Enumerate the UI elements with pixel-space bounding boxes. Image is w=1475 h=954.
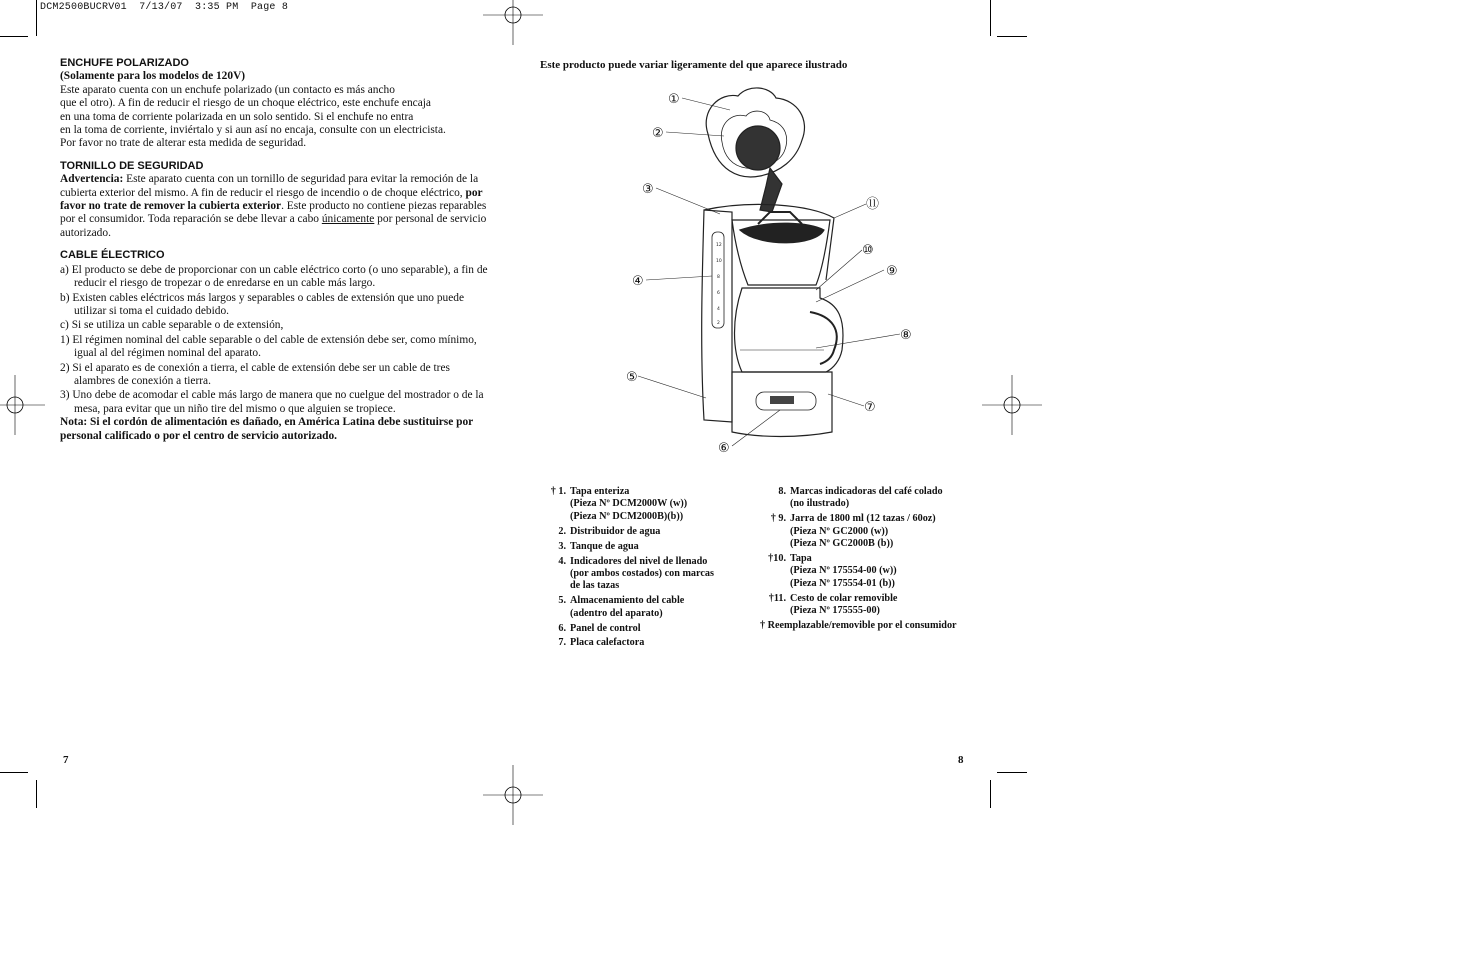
list-item: 7. Placa calefactora xyxy=(558,637,645,649)
list-item: 3) Uno debe de acomodar el cable más largo de manera que no cuelgue del mostrador o de la mesa, para evitar que un niño tire del mismo o que alguien se tropiece. xyxy=(60,389,484,415)
callout-11: ⑪ xyxy=(866,197,880,212)
list-item: 1) El régimen nominal del cable separable o del cable de extensión debe ser, como mínimo, igual al del régimen nominal del aparato. xyxy=(60,333,477,360)
coffee-maker-diagram xyxy=(620,80,920,460)
warning-label: Advertencia: xyxy=(60,173,124,186)
base-outline xyxy=(732,372,832,437)
list-item: c) Si se utiliza un cable separable o de extensión, xyxy=(60,319,284,332)
list-item: 8. Marcas indicadoras del café colado (no ilustrado) xyxy=(778,486,943,510)
list-item: † 1. Tapa enteriza (Pieza Nº DCM2000W (w)) (Pieza Nº DCM2000B)(b)) xyxy=(550,486,688,522)
section-power-cord xyxy=(60,249,492,443)
list-item: 3. Tanque de agua xyxy=(558,540,639,552)
callout-1: ① xyxy=(668,92,680,107)
body-line: en la toma de corriente, inviértalo y si aun así no encaja, consulte con un electricista. xyxy=(60,124,446,137)
list-item: 6. Panel de control xyxy=(558,622,641,634)
registration-mark-left xyxy=(0,375,45,435)
registration-mark-right xyxy=(982,375,1042,435)
section-title: ENCHUFE POLARIZADO xyxy=(60,57,189,69)
diagram-caption: Este producto puede variar ligeramente del que aparece ilustrado xyxy=(540,59,848,71)
callout-5: ⑤ xyxy=(626,370,638,385)
parts-list-left xyxy=(540,486,740,652)
left-page-text xyxy=(60,57,492,443)
body-text: . Este producto no contiene piezas reparables por el consumidor. Toda reparación se debe llevar a cabo xyxy=(60,200,487,226)
cup-mark: 8 xyxy=(717,275,720,280)
callout-7: ⑦ xyxy=(864,400,876,415)
registration-mark-bottom xyxy=(483,765,543,825)
body-bold: por favor no trate de remover la cubierta exterior xyxy=(60,186,483,213)
cup-mark: 4 xyxy=(717,307,720,312)
cup-mark: 12 xyxy=(716,243,722,248)
page-number-right: 8 xyxy=(958,754,964,766)
section-title: TORNILLO DE SEGURIDAD xyxy=(60,159,204,172)
body-line: en una toma de corriente polarizada en un solo sentido. Si el enchufe no entra xyxy=(60,110,414,123)
callout-10: ⑩ xyxy=(862,243,874,258)
cup-mark: 2 xyxy=(717,321,720,326)
list-item: †10. Tapa (Pieza Nº 175554-00 (w)) (Pieza Nº 175554-01 (b)) xyxy=(768,553,897,589)
replaceable-note: † Reemplazable/removible por el consumidor xyxy=(760,620,957,632)
body-text: por personal de servicio autorizado. xyxy=(60,213,487,239)
page-number-left: 7 xyxy=(63,754,69,766)
list-item: b) Existen cables eléctricos más largos y separables o cables de extensión que uno puede utilizar si toma el cuidado debido. xyxy=(60,291,465,317)
list-item: 4. Indicadores del nivel de llenado (por ambos costados) con marcas de las tazas xyxy=(558,555,714,592)
callout-8: ⑧ xyxy=(900,328,912,343)
control-display xyxy=(770,396,794,404)
body-line: Este aparato cuenta con un enchufe polarizado (un contacto es más ancho xyxy=(60,83,395,96)
water-tank-outline xyxy=(702,210,732,422)
list-item: 2) Si el aparato es de conexión a tierra, el cable de extensión debe ser un cable de tres alambres de conexión a tierra. xyxy=(60,361,450,387)
section-polarized-plug xyxy=(60,57,492,151)
note: Nota: Si el cordón de alimentación es dañado, en América Latina debe sustituirse por personal calificado o por el centro de servicio autorizado. xyxy=(60,416,474,442)
body-line: que el otro). A fin de reducir el riesgo de un choque eléctrico, este enchufe encaja xyxy=(60,97,431,110)
cup-mark: 10 xyxy=(716,259,722,264)
section-subtitle: (Solamente para los modelos de 120V) xyxy=(60,70,246,83)
parts-list-right xyxy=(760,486,970,632)
registration-mark-top xyxy=(483,0,543,45)
section-body xyxy=(60,173,492,240)
body-text: Este aparato cuenta con un tornillo de seguridad para evitar la remoción de la cubierta exterior del mismo. A fin de reducir el riesgo de incendio o de choque eléctrico, xyxy=(60,173,479,199)
section-security-screw xyxy=(60,160,492,240)
print-slug: DCM2500BUCRV01 7/13/07 3:35 PM Page 8 xyxy=(40,2,289,13)
list-item: 2. Distribuidor de agua xyxy=(558,525,661,537)
list-item: † 9. Jarra de 1800 ml (12 tazas / 60oz) (Pieza Nº GC2000 (w)) (Pieza Nº GC2000B (b)) xyxy=(770,513,936,550)
carafe-outline xyxy=(735,288,844,372)
callout-4: ④ xyxy=(632,274,644,289)
body-underline: únicamente xyxy=(321,213,375,226)
list-item: a) El producto se debe de proporcionar con un cable eléctrico corto (o uno separable), a fin de reducir el riesgo de tropezar o de enredarse en un cable más largo. xyxy=(60,263,488,290)
section-title: CABLE ÉLECTRICO xyxy=(60,249,165,262)
list-item: †11. Cesto de colar removible (Pieza Nº 175555-00) xyxy=(768,592,898,617)
callout-3: ③ xyxy=(642,182,654,197)
callout-6: ⑥ xyxy=(718,441,730,456)
list-item: 5. Almacenamiento del cable (adentro del aparato) xyxy=(558,595,685,619)
body-line: Por favor no trate de alterar esta medida de seguridad. xyxy=(60,137,307,150)
shower-head xyxy=(736,126,780,170)
cup-mark: 6 xyxy=(717,291,720,296)
callout-9: ⑨ xyxy=(886,264,898,279)
callout-2: ② xyxy=(652,126,664,141)
